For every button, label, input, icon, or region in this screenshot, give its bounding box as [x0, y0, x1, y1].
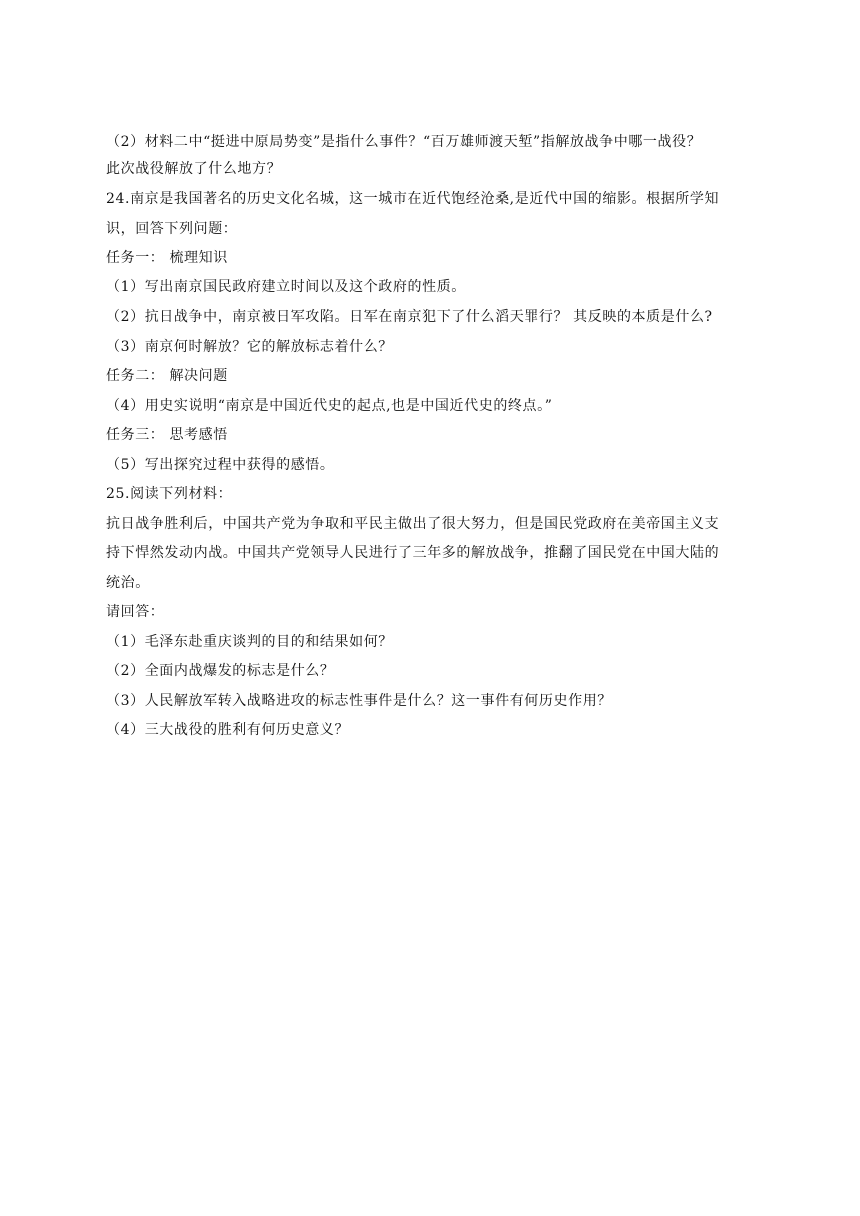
task3-heading: 任务三： 思考感悟: [106, 427, 228, 443]
q24-sub5: （5）写出探究过程中获得的感悟。: [106, 457, 335, 473]
q25-material-line1: 抗日战争胜利后，中国共产党为争取和平民主做出了很大努力，但是国民党政府在美帝国主义支: [106, 516, 720, 532]
q24-sub4: （4）用史实说明“南京是中国近代史的起点,也是中国近代史的终点。”: [106, 398, 553, 414]
task1-heading: 任务一： 梳理知识: [106, 250, 228, 266]
q25-prompt: 请回答：: [106, 604, 165, 620]
q25-sub2: （2）全面内战爆发的标志是什么？: [106, 663, 335, 679]
q25-sub4: （4）三大战役的胜利有何历史意义？: [106, 722, 350, 738]
q25-material-line3: 统治。: [106, 575, 150, 591]
q25-material-line2: 持下悍然发动内战。中国共产党领导人民进行了三年多的解放战争，推翻了国民党在中国大陆的: [106, 545, 720, 561]
q25-stem: 25.阅读下列材料：: [106, 486, 233, 502]
q25-sub3: （3）人民解放军转入战略进攻的标志性事件是什么？这一事件有何历史作用？: [106, 693, 612, 709]
q24-stem-line2: 识，回答下列问题：: [106, 221, 238, 237]
q23-sub2-line2: 此次战役解放了什么地方？: [106, 161, 282, 177]
q23-sub2-line1: （2）材料二中“挺进中原局势变”是指什么事件？“百万雄师渡天堑”指解放战争中哪一战役？: [106, 134, 702, 150]
q25-sub1: （1）毛泽东赴重庆谈判的目的和结果如何？: [106, 634, 393, 650]
q24-sub3: （3）南京何时解放？它的解放标志着什么？: [106, 339, 393, 355]
q24-sub2: （2）抗日战争中，南京被日军攻陷。日军在南京犯下了什么滔天罪行？ 其反映的本质是什么?: [106, 309, 713, 325]
q24-stem-line1: 24.南京是我国著名的历史文化名城，这一城市在近代饱经沧桑,是近代中国的缩影。根据所学知: [106, 191, 720, 207]
q24-sub1: （1）写出南京国民政府建立时间以及这个政府的性质。: [106, 279, 466, 295]
task2-heading: 任务二： 解决问题: [106, 368, 228, 384]
